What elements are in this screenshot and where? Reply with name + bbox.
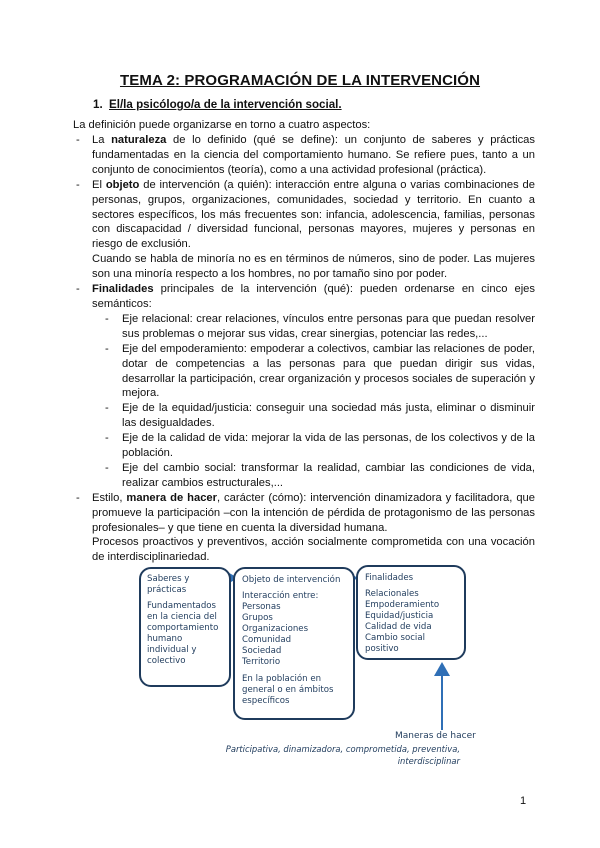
aspects-list	[73, 133, 535, 565]
ejes-list	[92, 312, 535, 491]
eje-item: - Eje de la equidad/justicia: conseguir una sociedad más justa, eliminar o disminuir las desigualdades.	[105, 402, 535, 430]
eje-item: - Eje relacional: crear relaciones, vínculos entre personas para que puedan resolver sus problemas o mejorar sus vidas, crear sinergias, potenciar las redes,...	[105, 312, 535, 340]
maneras-title: Maneras de hacer	[395, 731, 476, 741]
diagram-box-finalidades: Finalidades Relacionales Empoderamiento Equidad/justicia Calidad de vida Cambio social positivo	[356, 565, 466, 660]
intro-text: La definición puede organizarse en torno a cuatro aspectos:	[73, 119, 371, 131]
list-item-naturaleza: - La naturaleza de lo definido (qué se define): un conjunto de saberes y prácticas fundamentadas en la ciencia del comportamiento humano. Se refiere pues, tanto a un conjunto de conocimientos (teoría), como a una actividad profesional (práctica).	[76, 134, 535, 176]
section-number: 1.	[93, 98, 103, 111]
term-naturaleza: naturaleza	[111, 134, 167, 146]
term-manera-de-hacer: manera de hacer	[126, 491, 217, 504]
diagram-box-saberes: Saberes y prácticas Fundamentados en la ciencia del comportamiento humano individual y colectivo	[139, 567, 231, 687]
maneras-text: Participativa, dinamizadora, comprometida, preventiva, interdisciplinar	[225, 744, 460, 766]
box-title: Objeto de intervención	[242, 575, 341, 585]
section-label: El/la psicólogo/a de la intervención social.	[109, 98, 342, 111]
page-number: 1	[520, 795, 527, 807]
list-item-estilo: - Estilo, manera de hacer, carácter (cómo): intervención dinamizadora y facilitadora, que promueve la participación –con la intención de pérdida de protagonismo de las personas profesionales– y que tiene en cuenta la diversidad humana. Procesos proactivos y preventivos, acción socialmente comprometida con una vocación de interdisciplinariedad.	[76, 491, 535, 564]
box-title: Finalidades	[365, 573, 414, 583]
objeto-note: Cuando se habla de minoría no es en términos de números, sino de poder. Las mujeres son una minoría respecto a los hombres, no por tamaño sino por poder.	[92, 253, 535, 281]
list-item-finalidades: - Finalidades principales de la intervención (qué): pueden ordenarse en cinco ejes semánticos: - Eje relacional: crear relaciones, vínculos entre personas para que puedan resolver sus problemas o mejorar sus vidas, crear sinergias, potenciar las redes,... - Eje del empoderamiento: empoderar a colectivos, cambiar las relaciones de poder, dotar de competencias a las personas para que puedan dirigir sus vidas, desarrollar la participación, crear organización y procesos sociales de superación y mejora. - Eje de la equidad/justicia: conseguir una sociedad más justa, eliminar o disminuir las desigualdades. - Eje de la calidad de vida: mejorar la vida de las personas, de los colectivos y de la población. - Eje del cambio social: transformar la realidad, cambiar las condiciones de vida, realizar cambios estructurales,...	[76, 283, 535, 489]
box-title: Saberes y prácticas	[147, 574, 190, 595]
eje-item: - Eje del empoderamiento: empoderar a colectivos, cambiar las relaciones de poder, dotar de competencias a las personas para que puedan dirigir sus vidas, desarrollar la participación, crear organización y procesos sociales de superación y mejora.	[105, 342, 535, 400]
diagram-box-objeto: Objeto de intervención Interacción entre: Personas Grupos Organizaciones Comunidad Sociedad Territorio En la población en general o en ámbitos específicos	[233, 567, 355, 720]
term-finalidades: Finalidades	[92, 283, 154, 296]
page-title: TEMA 2: PROGRAMACIÓN DE LA INTERVENCIÓN	[119, 72, 481, 89]
list-item-objeto: - El objeto de intervención (a quién): interacción entre alguna o varias combinaciones de personas, grupos, organizaciones, comunidades, sociedad y territorio. En cuanto a sectores específicos, los más frecuentes son: infancia, adolescencia, familias, personas con discapacidad / diversidad funcional, personas mayores, mujeres y personas en riesgo de exclusión. Cuando se habla de minoría no es en términos de números, sino de poder. Las mujeres son una minoría respecto a los hombres, no por tamaño sino por poder.	[76, 178, 535, 281]
section-heading	[93, 98, 342, 111]
estilo-note: Procesos proactivos y preventivos, acción socialmente comprometida con una vocación de interdisciplinariedad.	[92, 536, 535, 564]
eje-item: - Eje del cambio social: transformar la realidad, cambiar las condiciones de vida, realizar cambios estructurales,...	[105, 461, 535, 489]
eje-item: - Eje de la calidad de vida: mejorar la vida de las personas, de los colectivos y de la población.	[105, 432, 535, 460]
term-objeto: objeto	[105, 178, 140, 191]
